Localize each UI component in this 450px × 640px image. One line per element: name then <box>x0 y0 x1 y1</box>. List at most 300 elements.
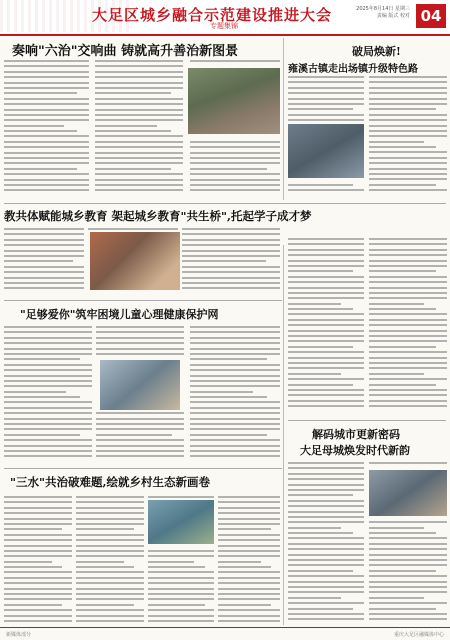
text-line <box>96 348 184 350</box>
text-line <box>96 423 184 425</box>
text-line <box>95 184 183 186</box>
text-line <box>4 255 84 257</box>
text-line <box>218 528 271 530</box>
article-mid-lower-col-1 <box>4 326 92 461</box>
text-line <box>4 233 84 235</box>
headline-middle: 教共体赋能城乡教育 架起城乡教育"共生桥",托起学子成才梦 <box>4 209 312 223</box>
text-line <box>190 412 280 414</box>
text-line <box>288 76 364 78</box>
text-line <box>369 178 447 180</box>
text-line <box>288 389 364 391</box>
text-line <box>369 357 447 359</box>
text-line <box>288 243 364 245</box>
text-line <box>76 577 144 579</box>
text-line <box>148 615 214 617</box>
editor-line: 责编 版式 校对 <box>376 13 410 19</box>
text-line <box>4 385 92 387</box>
text-line <box>288 554 364 556</box>
text-line <box>190 353 280 355</box>
text-line <box>369 119 447 121</box>
text-line <box>4 550 72 552</box>
text-line <box>369 346 436 348</box>
text-line <box>369 260 447 262</box>
text-line <box>76 528 134 530</box>
text-line <box>148 598 214 600</box>
masthead-title: 大足区城乡融合示范建设推进大会 <box>92 6 333 24</box>
text-line <box>288 340 364 342</box>
text-line <box>76 512 144 514</box>
text-line <box>218 604 271 606</box>
text-line <box>369 521 447 523</box>
text-line <box>95 87 183 89</box>
text-line <box>369 575 447 577</box>
text-line <box>4 418 92 420</box>
text-line <box>369 98 447 100</box>
page-number: 04 <box>416 4 446 28</box>
text-line <box>288 597 341 599</box>
article-middle-col-1 <box>4 228 84 293</box>
text-line <box>369 618 447 620</box>
text-line <box>182 260 266 262</box>
text-line <box>288 473 364 475</box>
text-line <box>288 346 353 348</box>
text-line <box>4 566 62 568</box>
text-line <box>369 157 447 159</box>
text-line <box>76 534 144 536</box>
text-line <box>4 391 66 393</box>
text-line <box>4 119 89 121</box>
text-line <box>96 337 184 339</box>
text-line <box>190 407 280 409</box>
text-line <box>182 255 280 257</box>
text-line <box>4 604 62 606</box>
text-line <box>190 445 280 447</box>
text-line <box>369 384 436 386</box>
text-line <box>4 455 92 457</box>
text-line <box>4 287 84 289</box>
text-line <box>288 362 364 364</box>
text-line <box>369 559 447 561</box>
text-line <box>288 484 364 486</box>
text-line <box>4 523 72 525</box>
text-line <box>4 326 92 328</box>
text-line <box>4 353 92 355</box>
text-line <box>182 287 280 289</box>
text-line <box>288 357 364 359</box>
text-line <box>288 373 341 375</box>
text-line <box>218 582 280 584</box>
text-line <box>190 337 280 339</box>
text-line <box>369 249 447 251</box>
text-line <box>288 400 364 402</box>
text-line <box>4 173 89 175</box>
text-line <box>288 394 364 396</box>
text-line <box>218 507 280 509</box>
text-line <box>182 228 280 230</box>
text-line <box>190 396 267 398</box>
text-line <box>4 450 92 452</box>
text-line <box>288 292 364 294</box>
text-line <box>4 445 92 447</box>
text-line <box>288 602 364 604</box>
masthead-meta <box>356 6 410 20</box>
text-line <box>4 428 92 430</box>
text-line <box>88 228 178 230</box>
text-line <box>4 571 72 573</box>
text-line <box>288 265 364 267</box>
headline-mid-lower: "足够爱你"筑牢困境儿童心理健康保护网 <box>20 308 219 321</box>
text-line <box>369 76 447 78</box>
text-line <box>190 364 280 366</box>
text-line <box>4 364 92 366</box>
text-line <box>190 380 280 382</box>
text-line <box>95 157 183 159</box>
text-line <box>369 168 447 170</box>
text-line <box>369 292 447 294</box>
text-line <box>218 566 271 568</box>
text-line <box>148 588 214 590</box>
section-divider <box>288 420 446 421</box>
text-line <box>288 405 364 407</box>
text-line <box>4 103 89 105</box>
text-line <box>190 331 280 333</box>
footer <box>0 627 450 640</box>
text-line <box>95 135 183 137</box>
text-line <box>288 367 364 369</box>
text-line <box>96 326 184 328</box>
text-line <box>218 545 280 547</box>
text-line <box>369 462 447 464</box>
text-line <box>4 512 72 514</box>
text-line <box>369 324 447 326</box>
masthead <box>0 0 450 36</box>
text-line <box>369 92 447 94</box>
text-line <box>288 313 364 315</box>
text-line <box>288 92 364 94</box>
text-line <box>288 511 364 513</box>
text-line <box>288 254 364 256</box>
text-line <box>148 620 214 622</box>
text-line <box>369 184 436 186</box>
article-top-col-2 <box>95 60 183 195</box>
text-line <box>4 135 89 137</box>
text-line <box>76 545 144 547</box>
text-line <box>95 60 183 62</box>
text-line <box>369 254 447 256</box>
photo-children <box>100 360 180 410</box>
text-line <box>190 157 280 159</box>
text-line <box>369 173 447 175</box>
photo-river <box>148 500 214 544</box>
text-line <box>148 561 194 563</box>
text-line <box>95 179 183 181</box>
text-line <box>369 394 447 396</box>
text-line <box>218 593 280 595</box>
text-line <box>4 87 89 89</box>
text-line <box>148 566 205 568</box>
text-line <box>4 555 72 557</box>
text-line <box>190 418 280 420</box>
text-line <box>190 146 280 148</box>
text-line <box>369 303 424 305</box>
headline-right-top-2: 雍溪古镇走出场镇升级特色路 <box>288 64 418 75</box>
text-line <box>4 358 80 360</box>
text-line <box>369 362 447 364</box>
text-line <box>369 243 447 245</box>
text-line <box>148 577 214 579</box>
text-line <box>182 282 280 284</box>
article-middle-col-3 <box>182 228 280 293</box>
text-line <box>369 313 447 315</box>
text-line <box>4 396 80 398</box>
text-line <box>4 434 80 436</box>
text-line <box>369 351 447 353</box>
text-line <box>148 593 214 595</box>
photo-classroom <box>90 232 180 290</box>
text-line <box>182 277 280 279</box>
text-line <box>288 270 353 272</box>
text-line <box>4 337 92 339</box>
text-line <box>96 434 172 436</box>
text-line <box>76 615 144 617</box>
text-line <box>4 60 89 62</box>
text-line <box>96 353 184 355</box>
photo-meeting <box>188 68 280 134</box>
text-line <box>288 575 364 577</box>
text-line <box>76 588 144 590</box>
photo-town <box>288 124 364 178</box>
text-line <box>4 609 72 611</box>
photo-city <box>369 470 447 516</box>
text-line <box>288 184 353 186</box>
text-line <box>288 378 364 380</box>
text-line <box>288 613 364 615</box>
text-line <box>4 582 72 584</box>
text-line <box>4 114 89 116</box>
text-line <box>95 103 183 105</box>
text-line <box>288 521 364 523</box>
text-line <box>288 335 364 337</box>
text-line <box>369 564 447 566</box>
text-line <box>4 545 72 547</box>
text-line <box>288 303 341 305</box>
text-line <box>76 523 144 525</box>
text-line <box>369 532 436 534</box>
text-line <box>288 308 353 310</box>
text-line <box>218 555 280 557</box>
text-line <box>369 125 447 127</box>
text-line <box>369 335 447 337</box>
text-line <box>4 152 89 154</box>
text-line <box>369 297 447 299</box>
text-line <box>190 179 280 181</box>
text-line <box>369 543 447 545</box>
text-line <box>288 527 341 529</box>
text-line <box>4 539 72 541</box>
text-line <box>76 604 134 606</box>
text-line <box>369 378 447 380</box>
text-line <box>369 114 447 116</box>
text-line <box>288 287 364 289</box>
text-line <box>4 184 89 186</box>
text-line <box>182 233 280 235</box>
text-line <box>4 146 89 148</box>
text-line <box>288 591 364 593</box>
text-line <box>190 168 267 170</box>
article-right-top-col-2 <box>369 76 447 195</box>
text-line <box>288 564 364 566</box>
text-line <box>76 507 144 509</box>
text-line <box>369 591 447 593</box>
text-line <box>190 184 280 186</box>
text-line <box>76 539 144 541</box>
text-line <box>4 65 89 67</box>
text-line <box>95 65 183 67</box>
text-line <box>288 260 364 262</box>
text-line <box>4 412 92 414</box>
text-line <box>288 586 364 588</box>
text-line <box>4 179 89 181</box>
text-line <box>369 308 436 310</box>
text-line <box>4 130 77 132</box>
text-line <box>190 423 280 425</box>
text-line <box>369 108 436 110</box>
text-line <box>182 244 280 246</box>
text-line <box>190 391 253 393</box>
text-line <box>288 543 364 545</box>
text-line <box>190 450 280 452</box>
text-line <box>288 494 353 496</box>
text-line <box>148 604 205 606</box>
text-line <box>96 450 184 452</box>
text-line <box>76 550 144 552</box>
text-line <box>190 348 280 350</box>
text-line <box>190 141 280 143</box>
text-line <box>4 593 72 595</box>
text-line <box>288 330 364 332</box>
text-line <box>4 239 84 241</box>
text-line <box>369 602 447 604</box>
text-line <box>288 505 364 507</box>
text-line <box>369 238 447 240</box>
text-line <box>95 162 183 164</box>
text-line <box>369 581 447 583</box>
text-line <box>288 98 364 100</box>
text-line <box>369 81 447 83</box>
text-line <box>95 130 171 132</box>
headline-right-mid-2: 大足母城焕发时代新韵 <box>300 444 410 457</box>
article-right-mid-col-1 <box>288 462 364 624</box>
text-line <box>95 173 183 175</box>
text-line <box>190 369 280 371</box>
text-line <box>369 537 447 539</box>
text-line <box>4 561 52 563</box>
text-line <box>190 173 280 175</box>
text-line <box>76 582 144 584</box>
text-line <box>182 239 280 241</box>
text-line <box>190 162 280 164</box>
text-line <box>218 550 280 552</box>
text-line <box>288 189 364 191</box>
article-bottom-col-1 <box>4 496 72 625</box>
text-line <box>96 418 184 420</box>
text-line <box>218 571 280 573</box>
text-line <box>288 532 353 534</box>
text-line <box>4 228 84 230</box>
text-line <box>288 581 364 583</box>
text-line <box>96 331 184 333</box>
text-line <box>369 367 447 369</box>
text-line <box>148 571 214 573</box>
text-line <box>4 82 89 84</box>
text-line <box>4 109 89 111</box>
text-line <box>369 570 436 572</box>
text-line <box>4 401 92 403</box>
text-line <box>76 496 144 498</box>
text-line <box>288 384 353 386</box>
text-line <box>288 537 364 539</box>
text-line <box>95 119 183 121</box>
text-line <box>288 570 353 572</box>
text-line <box>288 87 364 89</box>
section-divider <box>4 300 282 301</box>
headline-bottom: "三水"共治破难题,绘就乡村生态新画卷 <box>10 475 210 489</box>
text-line <box>288 516 364 518</box>
section-divider <box>4 468 282 469</box>
masthead-subtitle: 专题集锦 <box>210 22 238 30</box>
text-line <box>288 559 364 561</box>
text-line <box>148 609 214 611</box>
date-line: 2025年8月14日 星期三 <box>356 6 410 12</box>
text-line <box>190 455 280 457</box>
text-line <box>95 146 183 148</box>
text-line <box>95 152 183 154</box>
text-line <box>4 496 72 498</box>
text-line <box>369 613 447 615</box>
article-bottom-col-4 <box>218 496 280 625</box>
text-line <box>4 620 72 622</box>
headline-right-top-1: 破局焕新! <box>352 45 401 58</box>
text-line <box>288 119 364 121</box>
text-line <box>4 189 89 191</box>
text-line <box>4 125 64 127</box>
text-line <box>4 407 92 409</box>
text-line <box>369 405 447 407</box>
text-line <box>4 266 84 268</box>
text-line <box>369 287 447 289</box>
text-line <box>148 496 214 498</box>
section-divider <box>4 203 446 204</box>
text-line <box>96 412 184 414</box>
text-line <box>182 271 280 273</box>
article-mid-lower-col-3 <box>190 326 280 461</box>
text-line <box>76 609 144 611</box>
text-line <box>190 326 280 328</box>
article-bottom-col-2 <box>76 496 144 625</box>
text-line <box>218 512 280 514</box>
text-line <box>4 528 62 530</box>
text-line <box>288 324 364 326</box>
text-line <box>218 518 280 520</box>
text-line <box>95 109 183 111</box>
column-rule <box>283 245 284 625</box>
footer-left: 新媒体部分 <box>6 632 32 638</box>
text-line <box>76 566 134 568</box>
text-line <box>95 189 183 191</box>
text-line <box>4 71 89 73</box>
text-line <box>288 319 364 321</box>
text-line <box>4 141 89 143</box>
